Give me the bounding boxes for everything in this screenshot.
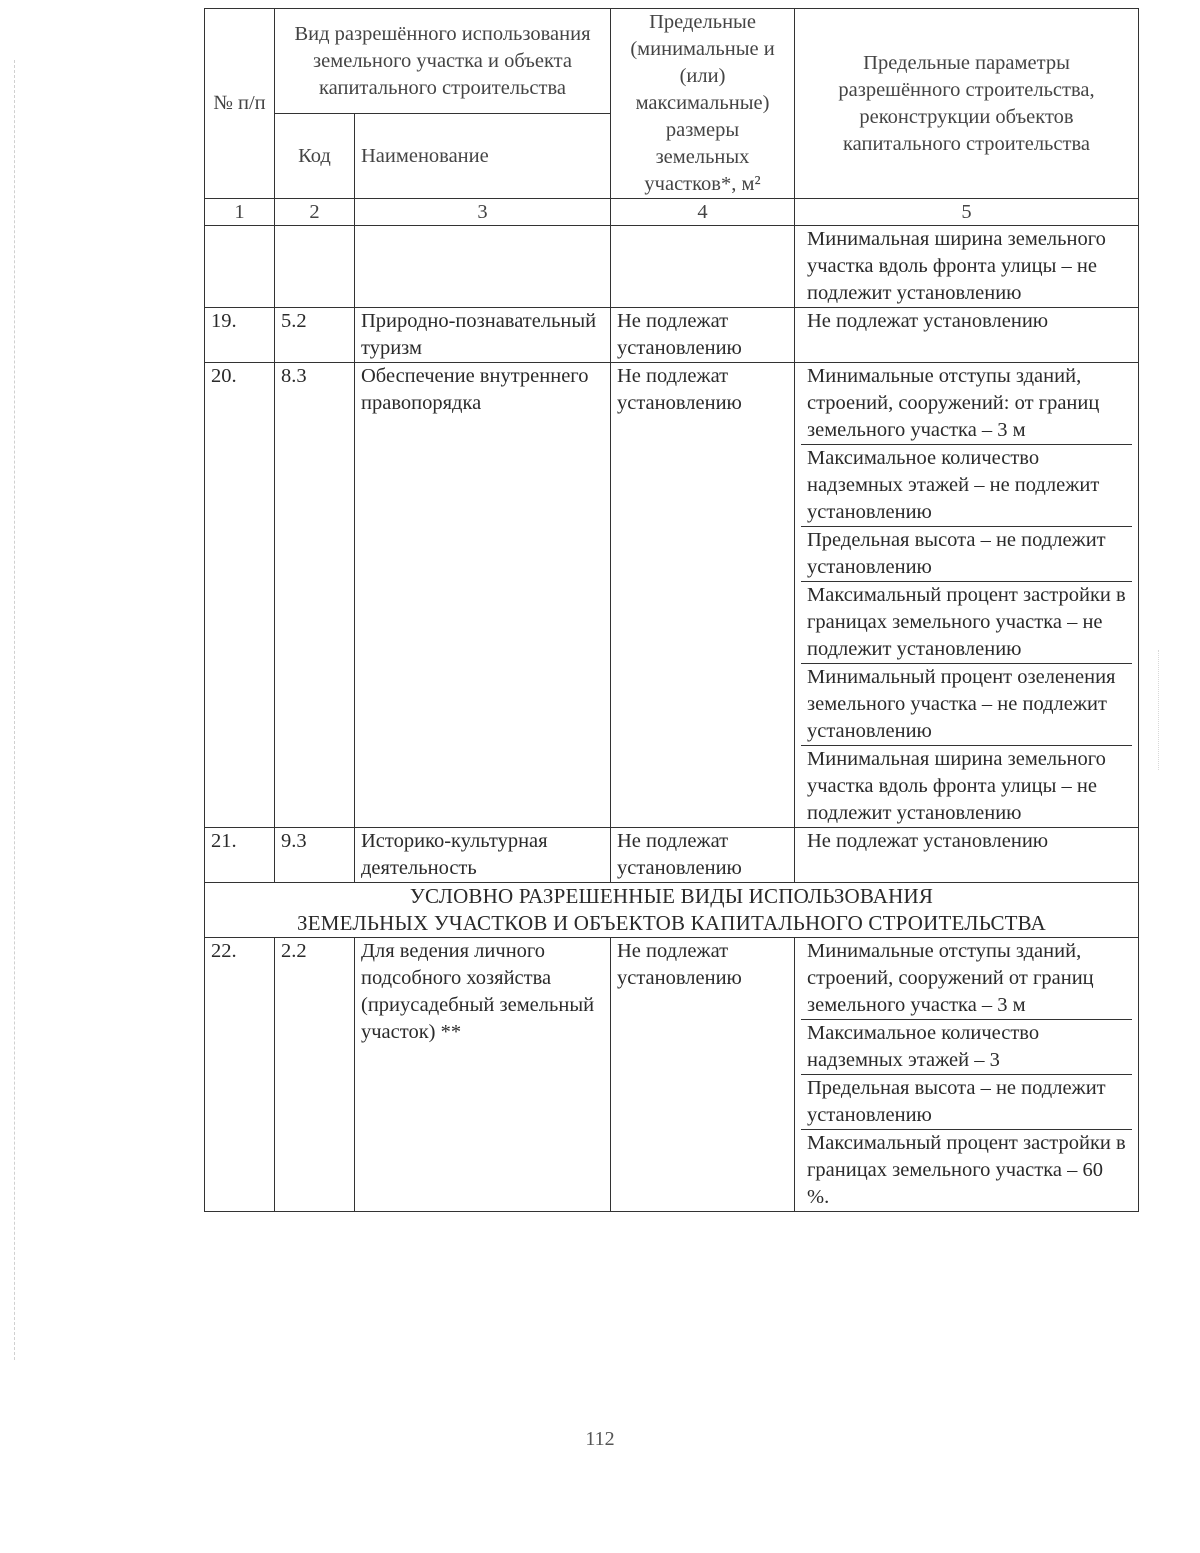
row-code: 2.2	[275, 938, 355, 1212]
row-num: 19.	[205, 308, 275, 363]
col-number: 2	[275, 199, 355, 226]
col-number: 4	[611, 199, 795, 226]
section-heading-line2: ЗЕМЕЛЬНЫХ УЧАСТКОВ И ОБЪЕКТОВ КАПИТАЛЬНОГО СТРОИТЕЛЬСТВА	[297, 911, 1046, 935]
param-line: Минимальные отступы зданий, строений, сооружений от границ земельного участка – 3 м	[807, 940, 1094, 1016]
param-line: Минимальный процент озеленения земельного участка – не подлежит установлению	[801, 663, 1132, 745]
table-row	[205, 938, 1139, 1212]
row-code: 9.3	[275, 828, 355, 883]
row-name: Для ведения личного подсобного хозяйства (приусадебный земельный участок) **	[355, 938, 611, 1212]
row-name: Обеспечение внутреннего правопорядка	[355, 363, 611, 828]
row-size: Не подлежат установлению	[611, 308, 795, 363]
table-row	[205, 363, 1139, 828]
row-num: 20.	[205, 363, 275, 828]
row-num: 21.	[205, 828, 275, 883]
header-num: № п/п	[205, 9, 275, 199]
param-line: Максимальный процент застройки в границах земельного участка – 60 %.	[801, 1129, 1132, 1211]
section-heading-row	[205, 883, 1139, 938]
header-razmery: Предельные (минимальные и (или) максимальные) размеры земельных участков*, м²	[611, 9, 795, 199]
col-number: 3	[355, 199, 611, 226]
header-params: Предельные параметры разрешённого строительства, реконструкции объектов капитального строительства	[795, 9, 1139, 199]
table-row-continued	[205, 226, 1139, 308]
param-line: Не подлежат установлению	[807, 830, 1049, 852]
row-code: 8.3	[275, 363, 355, 828]
header-kod: Код	[275, 114, 355, 199]
param-line: Минимальные отступы зданий, строений, сооружений: от границ земельного участка – 3 м	[807, 365, 1100, 441]
page-number: 112	[585, 1428, 615, 1450]
header-naim: Наименование	[355, 114, 611, 199]
header-vid: Вид разрешённого использования земельного участка и объекта капитального строительства	[275, 9, 611, 114]
param-line: Предельная высота – не подлежит установлению	[801, 526, 1132, 581]
table-row	[205, 308, 1139, 363]
row-size: Не подлежат установлению	[611, 938, 795, 1212]
param-line: Предельная высота – не подлежит установлению	[801, 1074, 1132, 1129]
param-line: Не подлежат установлению	[807, 310, 1049, 332]
row-num: 22.	[205, 938, 275, 1212]
row-name: Природно-познавательный туризм	[355, 308, 611, 363]
section-heading-line1: УСЛОВНО РАЗРЕШЕННЫЕ ВИДЫ ИСПОЛЬЗОВАНИЯ	[409, 884, 934, 908]
param-line: Максимальное количество надземных этажей – не подлежит установлению	[801, 444, 1132, 526]
document-page	[204, 8, 1138, 1212]
land-use-table	[204, 8, 1139, 1212]
param-line: Максимальный процент застройки в границах земельного участка – не подлежит установлению	[801, 581, 1132, 663]
scan-edge-left	[14, 60, 15, 1360]
table-row	[205, 828, 1139, 883]
col-number: 1	[205, 199, 275, 226]
row-name: Историко-культурная деятельность	[355, 828, 611, 883]
param-line: Максимальное количество надземных этажей – 3	[801, 1019, 1132, 1074]
row-code: 5.2	[275, 308, 355, 363]
col-number: 5	[795, 199, 1139, 226]
param-line: Минимальная ширина земельного участка вдоль фронта улицы – не подлежит установлению	[801, 745, 1132, 827]
scan-edge-right	[1158, 650, 1159, 770]
param-line: Минимальная ширина земельного участка вдоль фронта улицы – не подлежит установлению	[807, 228, 1106, 304]
row-size: Не подлежат установлению	[611, 828, 795, 883]
row-size: Не подлежат установлению	[611, 363, 795, 828]
